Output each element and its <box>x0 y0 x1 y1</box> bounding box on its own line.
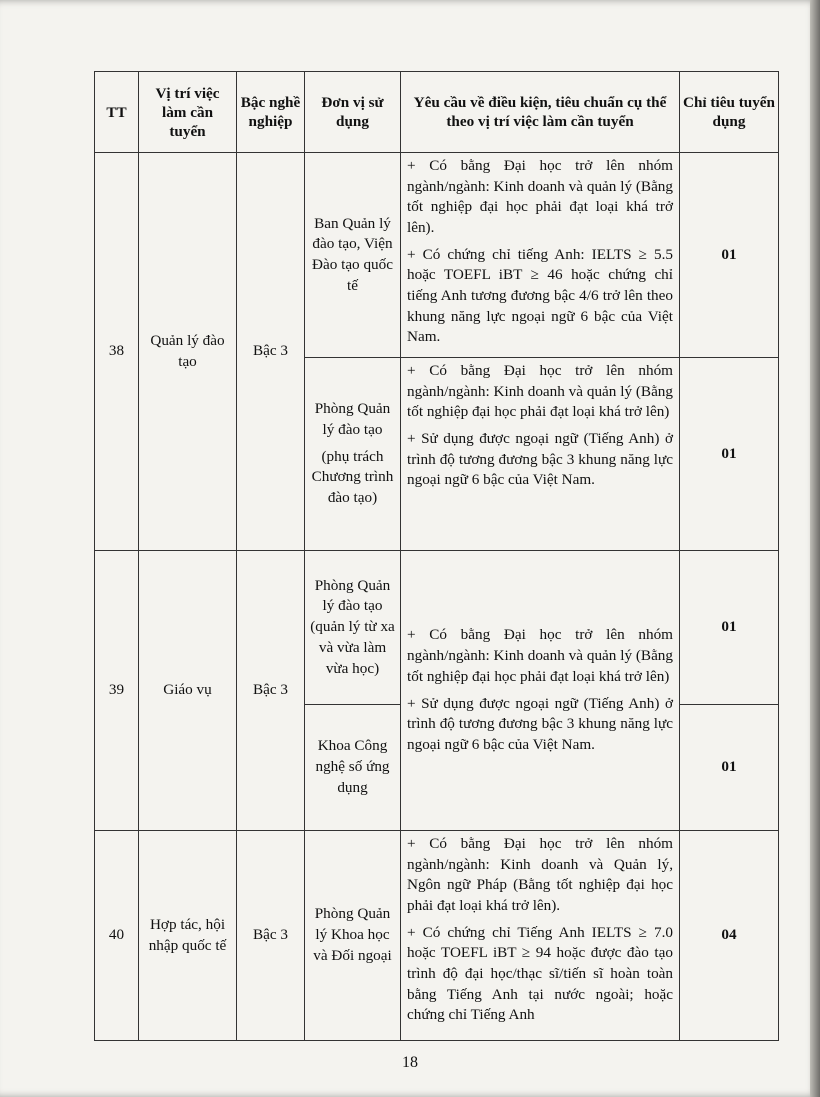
header-quota: Chỉ tiêu tuyển dụng <box>680 72 779 153</box>
requirement-item: + Sử dụng được ngoại ngữ (Tiếng Anh) ở trình độ tương đương bậc 3 khung năng lực ngoại ngữ 6 bậc của Việt Nam. <box>407 430 673 489</box>
row-40-quota: 04 <box>680 831 779 1041</box>
unit-name: Phòng Quản lý đào tạo <box>314 400 391 438</box>
table-row-39 <box>95 551 779 705</box>
row-39-level: Bậc 3 <box>237 551 305 831</box>
row-40-requirements <box>401 831 680 1041</box>
row-38-quota-2: 01 <box>680 358 779 551</box>
row-40-position: Hợp tác, hội nhập quốc tế <box>139 831 237 1041</box>
row-39-requirements <box>401 551 680 831</box>
row-38-unit-2 <box>305 358 401 551</box>
page-number: 18 <box>402 1054 418 1071</box>
requirement-item: + Sử dụng được ngoại ngữ (Tiếng Anh) ở trình độ tương đương bậc 3 khung năng lực ngoại ngữ 6 bậc của Việt Nam. <box>407 694 673 753</box>
row-38-level: Bậc 3 <box>237 153 305 551</box>
row-38-requirements-2 <box>401 358 680 551</box>
row-39-position: Giáo vụ <box>139 551 237 831</box>
requirement-item: + Có bằng Đại học trở lên nhóm ngành/ngành: Kinh doanh và Quản lý, Ngôn ngữ Pháp (Bằng tốt nghiệp đại học phải đạt loại khá trở lên). <box>407 835 673 915</box>
table-row-40 <box>95 831 779 1041</box>
table-header-row <box>95 72 779 153</box>
row-39-quota-2: 01 <box>680 705 779 831</box>
header-unit: Đơn vị sử dụng <box>305 72 401 153</box>
header-tt: TT <box>95 72 139 153</box>
recruitment-table <box>94 71 779 1041</box>
row-38-quota-1: 01 <box>680 153 779 358</box>
row-38-unit-1: Ban Quản lý đào tạo, Viện Đào tạo quốc tế <box>305 153 401 358</box>
unit-note: (phụ trách Chương trình đào tạo) <box>311 447 394 506</box>
row-38-tt: 38 <box>95 153 139 551</box>
requirement-item: + Có bằng Đại học trở lên nhóm ngành/ngành: Kinh doanh và quản lý (Bằng tốt nghiệp đại học phải đạt loại khá trở lên) <box>407 626 673 685</box>
header-position: Vị trí việc làm cần tuyển <box>139 72 237 153</box>
requirement-item: + Có chứng chỉ Tiếng Anh IELTS ≥ 7.0 hoặc TOEFL iBT ≥ 94 hoặc được đào tạo trình độ đại học/thạc sĩ/tiến sĩ hoàn toàn bằng Tiếng Anh tại nước ngoài; hoặc chứng chỉ Tiếng Anh <box>407 923 673 1024</box>
row-38-position: Quản lý đào tạo <box>139 153 237 551</box>
row-38-requirements-1 <box>401 153 680 358</box>
row-39-quota-1: 01 <box>680 551 779 705</box>
row-39-unit-2: Khoa Công nghệ số ứng dụng <box>305 705 401 831</box>
requirement-item: + Có chứng chỉ tiếng Anh: IELTS ≥ 5.5 hoặc TOEFL iBT ≥ 46 hoặc chứng chỉ tiếng Anh tương đương bậc 4/6 trở lên theo khung năng lực ngoại ngữ 6 bậc của Việt Nam. <box>407 245 673 346</box>
header-level: Bậc nghề nghiệp <box>237 72 305 153</box>
row-40-tt: 40 <box>95 831 139 1041</box>
row-40-unit: Phòng Quản lý Khoa học và Đối ngoại <box>305 831 401 1041</box>
requirement-item: + Có bằng Đại học trở lên nhóm ngành/ngành: Kinh doanh và quản lý (Bằng tốt nghiệp đại học phải đạt loại khá trở lên) <box>407 362 673 421</box>
row-39-tt: 39 <box>95 551 139 831</box>
row-40-level: Bậc 3 <box>237 831 305 1041</box>
table-row-38 <box>95 153 779 358</box>
requirement-item: + Có bằng Đại học trở lên nhóm ngành/ngành: Kinh doanh và quản lý (Bằng tốt nghiệp đại học phải đạt loại khá trở lên). <box>407 157 673 237</box>
row-39-unit-1: Phòng Quản lý đào tạo (quản lý từ xa và vừa làm vừa học) <box>305 551 401 705</box>
header-requirements: Yêu cầu về điều kiện, tiêu chuẩn cụ thể theo vị trí việc làm cần tuyển <box>401 72 680 153</box>
